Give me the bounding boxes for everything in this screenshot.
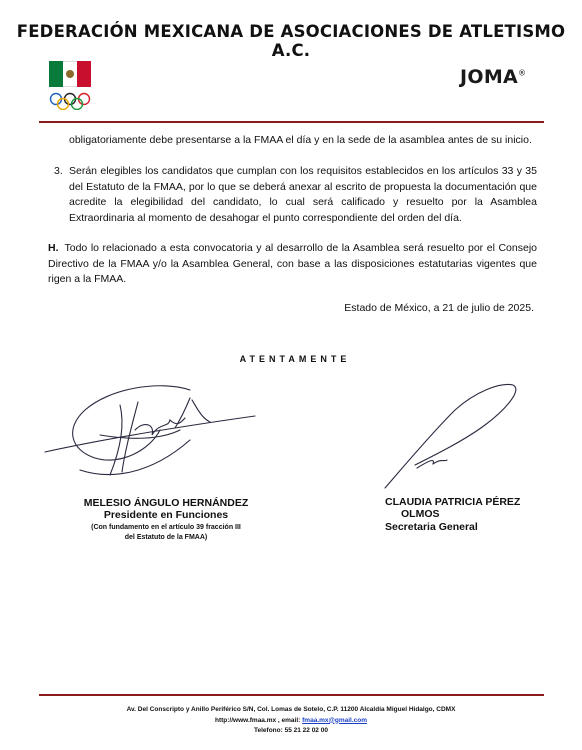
item-3-number: 3. — [54, 165, 63, 177]
signatory-secretary — [385, 496, 550, 534]
continuation-paragraph: obligatoriamente debe presentarse a la FMAA el día y en la sede de la asamblea antes de su inicio. — [69, 134, 532, 146]
document-date: Estado de México, a 21 de julio de 2025. — [344, 302, 534, 314]
section-h-paragraph — [48, 241, 537, 288]
section-h-label: H. — [48, 242, 59, 254]
footer — [0, 705, 582, 737]
signatory-name-line1: CLAUDIA PATRICIA PÉREZ — [385, 496, 521, 508]
signatory-name: MELESIO ÁNGULO HERNÁNDEZ — [83, 497, 249, 509]
closing-salutation: ATENTAMENTE — [239, 354, 351, 364]
signatory-position: Secretaria General — [385, 521, 478, 533]
header-divider — [39, 121, 544, 123]
olympic-rings-logo — [49, 92, 91, 110]
signatory-name-line2: OLMOS — [401, 508, 440, 520]
footer-web: http://www.fmaa.mx , email: — [214, 716, 301, 724]
signatory-note-line1: (Con fundamento en el artículo 39 fracción III — [91, 524, 241, 531]
section-h-text: Todo lo relacionado a esta convocatoria y al desarrollo de la Asamblea será resuelto por el Consejo Directivo de la FMAA y/o la Asamblea General, con base a las disposiciones estatutarias vigentes que rigen a la FMAA. — [48, 242, 537, 285]
item-3-paragraph: Serán elegibles los candidatos que cumplan con los requisitos establecidos en los artículos 33 y 35 del Estatuto de la FMAA, por lo que se deberá anexar al escrito de propuesta la documentación que acredite la elegibilidad del candidato, lo cual será calificado y resuelto por la Asamblea Extraordinaria al momento de desahogar el punto correspondiente del orden del día. — [69, 165, 537, 224]
signatory-position: Presidente en Funciones — [103, 509, 229, 521]
signatory-president — [50, 497, 282, 542]
organization-title: FEDERACIÓN MEXICANA DE ASOCIACIONES DE ATLETISMO A.C. — [16, 22, 566, 60]
footer-phone: Telefono: 55 21 22 02 00 — [254, 727, 328, 734]
mexico-flag-logo — [49, 61, 91, 87]
footer-address: Av. Del Conscripto y Anillo Periférico S/N, Col. Lomas de Sotelo, C.P. 11200 Alcaldía Miguel Hidalgo, CDMX — [126, 706, 456, 713]
footer-contact — [0, 716, 582, 727]
joma-logo: JOMA® — [460, 66, 527, 88]
signature-claudia — [375, 380, 525, 490]
footer-divider — [39, 694, 544, 696]
signature-melesio — [40, 380, 270, 490]
signatory-note-line2: del Estatuto de la FMAA) — [124, 533, 208, 541]
footer-email-link[interactable]: fmaa.mx@gmail.com — [302, 716, 368, 724]
